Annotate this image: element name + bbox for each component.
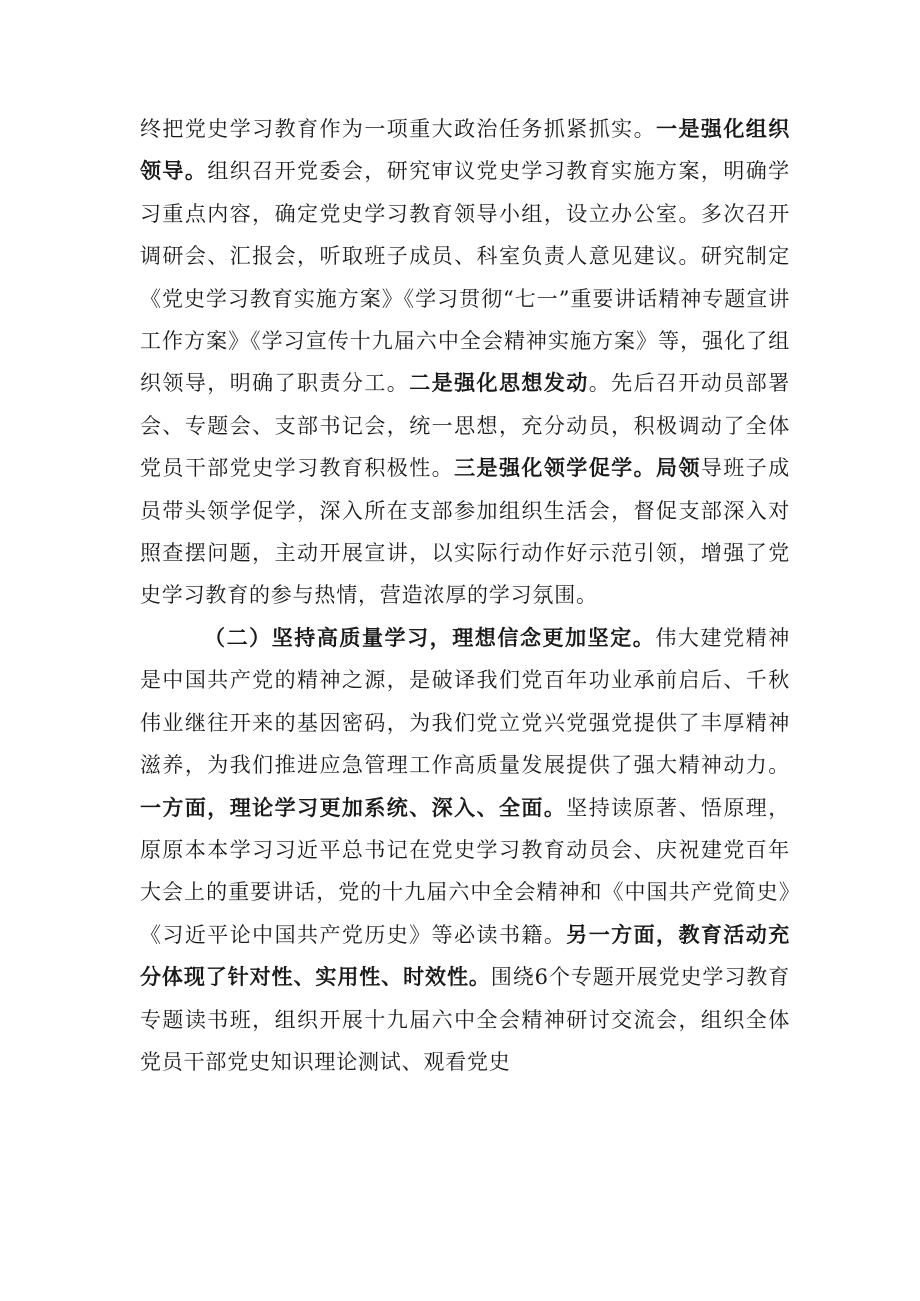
text-segment: 。先后召开动员部署会、专题会、支部书记会，统一思想，充分动员，积极调动了全体党员干部党史学习教育积极性。	[140, 371, 790, 481]
bold-heading: 二是强化思想发动	[409, 371, 589, 396]
text-segment: 伟大建党精神是中国共产党的精神之源，是破译我们党百年功业承前启后、千秋伟业继往开来的基因密码，为我们党立党兴党强党提供了丰厚精神滋养，为我们推进应急管理工作高质量发展提供了强大精神动力。	[140, 625, 790, 778]
body-text	[140, 108, 790, 1083]
bold-heading: 三是强化领学促学。局领	[454, 456, 701, 481]
paragraph-2	[140, 617, 790, 1083]
text-segment: 终把党史学习教育作为一项重大政治任务抓紧抓实。	[140, 117, 657, 141]
text-segment: 坚持读原著、悟原理，原原本本学习习近平总书记在党史学习教育动员会、庆祝建党百年大会上的重要讲话，党的十九届六中全会精神和《中国共产党简史》《习近平论中国共产党历史》等必读书籍。	[140, 795, 791, 947]
section-heading: （二）坚持高质量学习，理想信念更加坚定。	[204, 625, 656, 650]
text-segment: 围绕6个专题开展党史学习教育专题读书班，组织开展十九届六中全会精神研讨交流会，组织全体党员干部党史知识理论测试、观看党史	[140, 965, 790, 1074]
paragraph-1	[140, 108, 790, 617]
bold-heading: 一是强化组织领导。	[140, 117, 790, 184]
bold-heading: 另一方面，教育活动充分体现了针对性、实用性、时效性。	[140, 922, 791, 990]
text-segment: 组织召开党委会，研究审议党史学习教育实施方案，明确学习重点内容，确定党史学习教育领导小组，设立办公室。多次召开调研会、汇报会，听取班子成员、科室负责人意见建议。研究制定《党史学习教育实施方案》《学习贯彻“七一”重要讲话精神专题宣讲工作方案》《学习宣传十九届六中全会精神实施方案》等，强化了组织领导，明确了职责分工。	[140, 159, 790, 396]
bold-heading: 一方面，理论学习更加系统、深入、全面。	[140, 795, 567, 820]
text-segment: 导班子成员带头领学促学，深入所在支部参加组织生活会，督促支部深入对照查摆问题，主动开展宣讲，以实际行动作好示范引领，增强了党史学习教育的参与热情，营造浓厚的学习氛围。	[140, 456, 790, 608]
